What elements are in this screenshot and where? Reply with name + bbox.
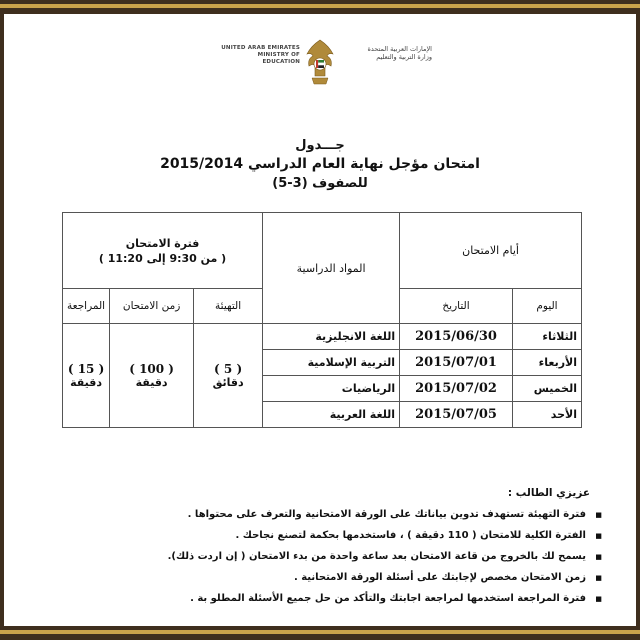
logo-ar-line1: الإمارات العربية المتحدة bbox=[367, 45, 432, 53]
table-row bbox=[63, 324, 582, 350]
ministry-logo-arabic bbox=[342, 45, 432, 61]
exam-period-header bbox=[63, 213, 263, 289]
logo-ar-line2: وزارة التربية والتعليم bbox=[376, 53, 432, 61]
prep-column-header: التهيئة bbox=[194, 289, 263, 324]
exam-schedule-table bbox=[62, 212, 582, 428]
row-date: 2015/07/05 bbox=[400, 402, 513, 428]
period-title: فترة الامتحان bbox=[125, 236, 200, 250]
prep-unit: دقائق bbox=[212, 375, 244, 389]
exam-days-header: أيام الامتحان bbox=[400, 213, 582, 289]
title-schedule: جـــدول bbox=[295, 138, 345, 153]
title-exam: امتحان مؤجل نهاية العام الدراسي 2015/2014 bbox=[160, 156, 480, 172]
duration-column-header: زمن الامتحان bbox=[110, 289, 194, 324]
bottom-gold-stripe bbox=[0, 630, 640, 634]
table-header-row bbox=[63, 213, 582, 289]
uae-emblem-icon bbox=[304, 38, 336, 90]
review-value: ( 15 ) bbox=[67, 361, 105, 376]
ministry-logo-english bbox=[220, 45, 300, 66]
row-date: 2015/07/02 bbox=[400, 376, 513, 402]
day-column-header: اليوم bbox=[513, 289, 582, 324]
row-day: الخميس bbox=[513, 376, 582, 402]
list-item: ■ الفترة الكلية للامتحان ( 110 دقيقة ) ، فاستخدمها بحكمة لتصنع نجاحك . bbox=[84, 529, 604, 550]
duration-cell bbox=[110, 324, 194, 428]
row-subject: اللغة العربية bbox=[263, 402, 400, 428]
row-date: 2015/07/01 bbox=[400, 350, 513, 376]
review-column-header: المراجعة bbox=[63, 289, 110, 324]
student-notes-list bbox=[84, 508, 604, 613]
prep-time-cell bbox=[194, 324, 263, 428]
list-item: ■ زمن الامتحان مخصص لإجابتك على أسئلة الورقة الامتحانية . bbox=[84, 571, 604, 592]
date-column-header: التاريخ bbox=[400, 289, 513, 324]
row-subject: الرياضيات bbox=[263, 376, 400, 402]
row-subject: التربية الإسلامية bbox=[263, 350, 400, 376]
row-date: 2015/06/30 bbox=[400, 324, 513, 350]
list-item: ■ فترة المراجعة استخدمها لمراجعة اجابتك والتأكد من حل جميع الأسئلة المطلو بة . bbox=[84, 592, 604, 613]
list-item: ■ فترة التهيئة تستهدف تدوين بياناتك على الورقة الامتحانية والتعرف على محتواها . bbox=[84, 508, 604, 529]
row-subject: اللغة الانجليزية bbox=[263, 324, 400, 350]
duration-value: ( 100 ) bbox=[129, 361, 174, 376]
duration-unit: دقيقة bbox=[135, 375, 168, 389]
row-day: الثلاثاء bbox=[513, 324, 582, 350]
review-cell bbox=[63, 324, 110, 428]
period-time: ( من 9:30 إلى 11:20 ) bbox=[98, 251, 227, 265]
review-unit: دقيقة bbox=[70, 375, 103, 389]
logo-en-line1: UNITED ARAB EMIRATES bbox=[221, 45, 300, 51]
subjects-header: المواد الدراسية bbox=[263, 213, 400, 324]
top-gold-stripe bbox=[0, 4, 640, 8]
notes-heading: عزيزي الطالب : bbox=[507, 487, 590, 499]
prep-value: ( 5 ) bbox=[214, 361, 243, 376]
row-day: الأربعاء bbox=[513, 350, 582, 376]
logo-en-line2: MINISTRY OF EDUCATION bbox=[257, 52, 300, 65]
list-item: ■ يسمح لك بالخروج من قاعة الامتحان بعد ساعة واحدة من بدء الامتحان ( إن اردت ذلك). bbox=[84, 550, 604, 571]
document-page bbox=[4, 14, 636, 626]
title-grades: للصفوف (3-5) bbox=[272, 176, 368, 191]
row-day: الأحد bbox=[513, 402, 582, 428]
